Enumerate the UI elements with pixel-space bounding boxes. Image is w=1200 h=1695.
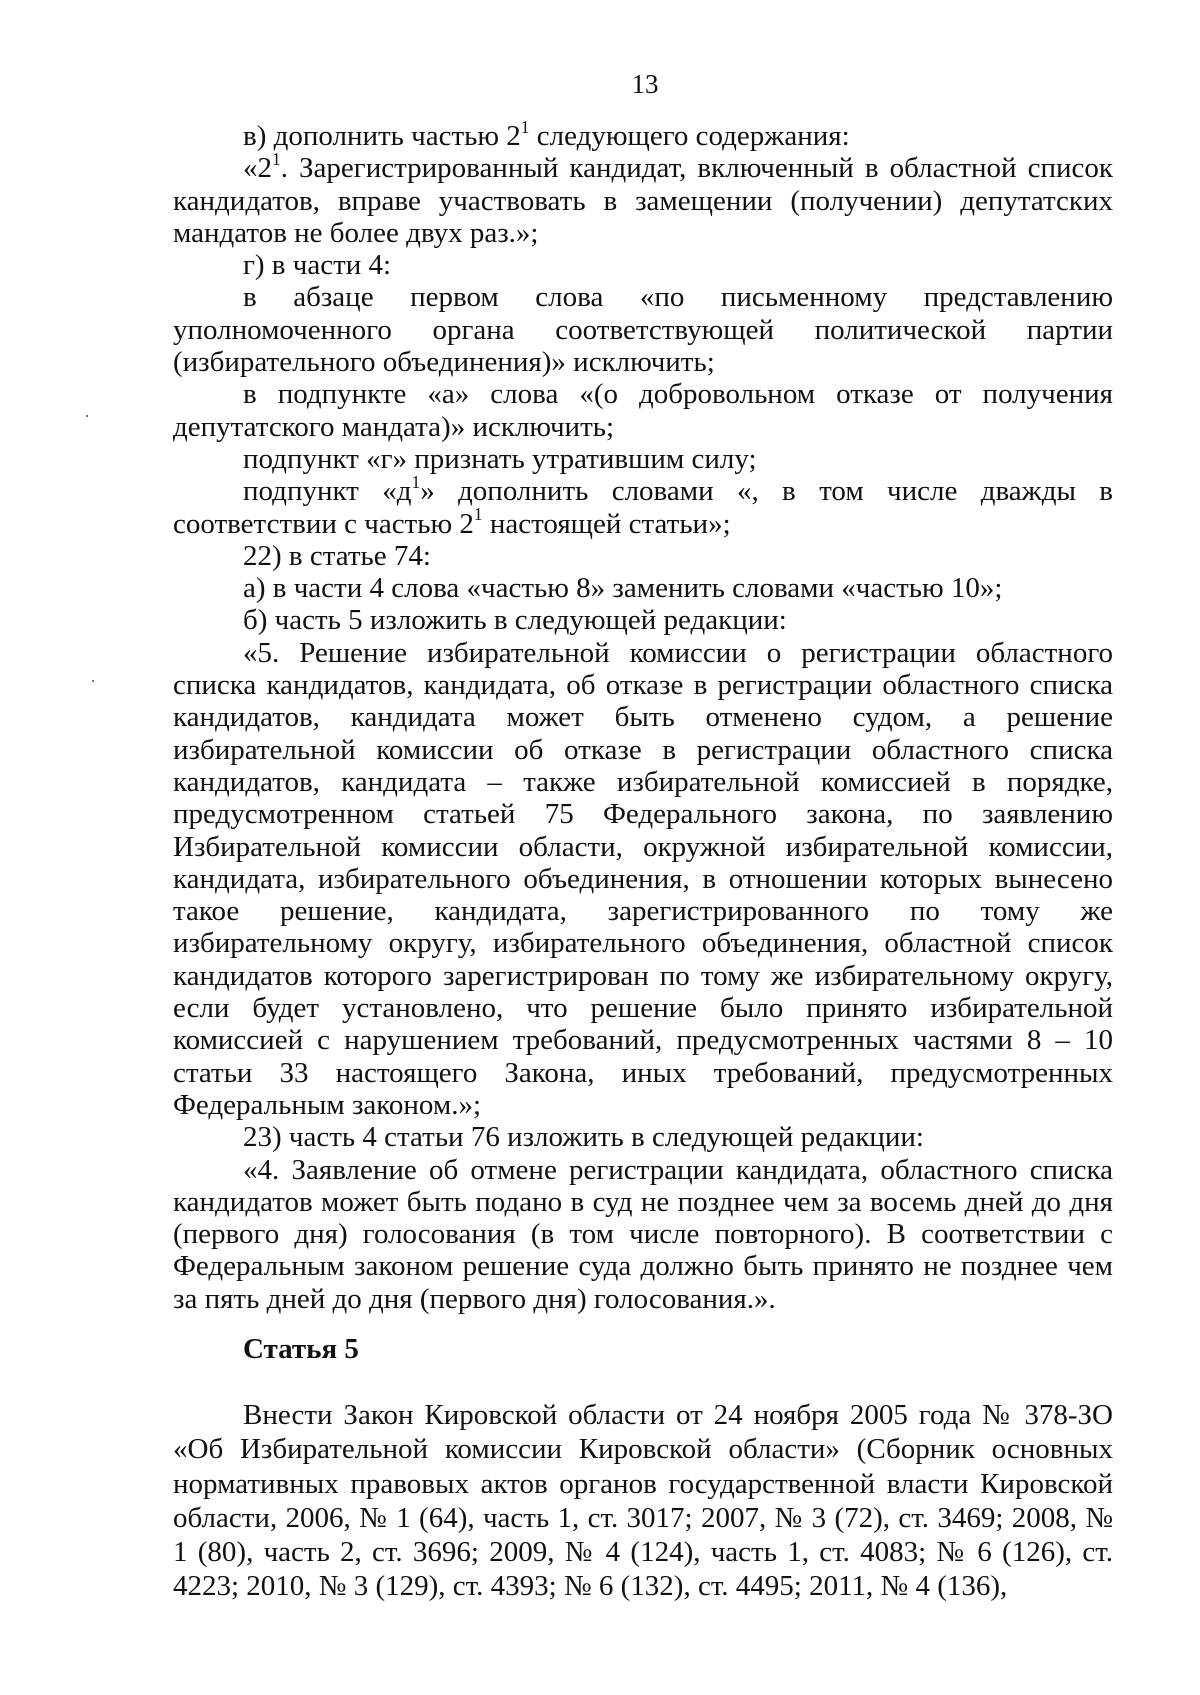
- paragraph: б) часть 5 изложить в следующей редакции:: [243, 604, 787, 637]
- document-body: [173, 116, 1113, 1315]
- scan-mark: [86, 415, 88, 417]
- paragraph: в абзаце первом слова «по письменному представлению уполномоченного органа соответствующей политической партии (избирательного объединения)» исключить;: [173, 281, 1113, 379]
- paragraph: «$2^1$. Зарегистрированный кандидат, включенный в областной список кандидатов, вправе участвовать в замещении (получении) депутатских мандатов не более двух раз.»;: [173, 148, 1113, 249]
- paragraph: «5. Решение избирательной комиссии о регистрации областного списка кандидатов, кандидата, об отказе в регистрации областного списка кандидатов, кандидата может быть отменено судом, а решение избирательной комиссии об отказе в регистрации областного списка кандидатов, кандидата – также избирательной комиссией в порядке, предусмотренном статьей 75 Федерального закона, по заявлению Избирательной комиссии области, окружной избирательной комиссии, кандидата, избирательного объединения, в отношении которых вынесено такое решение, кандидата, зарегистрированного по тому же избирательному округу, избирательного объединения, областной список кандидатов которого зарегистрирован по тому же избирательному округу, если будет установлено, что решение было принято избирательной комиссией с нарушением требований, предусмотренных частями 8 – 10 статьи 33 настоящего Закона, иных требований, предусмотренных Федеральным законом.»;: [173, 636, 1113, 1121]
- paragraph: «4. Заявление об отмене регистрации кандидата, областного списка кандидатов может быть подано в суд не позднее чем за восемь дней до дня (первого дня) голосования (в том числе повторного). В соответствии с Федеральным законом решение суда должно быть принято не позднее чем за пять дней до дня (первого дня) голосования.».: [173, 1153, 1113, 1315]
- paragraph: подпункт «$д^1$» дополнить словами «, в том числе дважды в соответствии с частью $2^1$ настоящей статьи»;: [173, 471, 1113, 540]
- paragraph: в подпункте «а» слова «(о добровольном отказе от получения депутатского мандата)» исключить;: [173, 378, 1113, 443]
- paragraph: 22) в статье 74:: [243, 539, 431, 572]
- page-number: 13: [631, 69, 659, 99]
- article-heading: Статья 5: [243, 1333, 359, 1365]
- paragraph: г) в части 4:: [243, 249, 392, 282]
- paragraph: Внести Закон Кировской области от 24 ноября 2005 года № 378-ЗО «Об Избирательной комиссии Кировской области» (Сборник основных нормативных правовых актов органов государственной власти Кировской области, 2006, № 1 (64), часть 1, ст. 3017; 2007, № 3 (72), ст. 3469; 2008, № 1 (80), часть 2, ст. 3696; 2009, № 4 (124), часть 1, ст. 4083; № 6 (126), ст. 4223; 2010, № 3 (129), ст. 4393; № 6 (132), ст. 4495; 2011, № 4 (136),: [173, 1399, 1113, 1603]
- paragraph: подпункт «г» признать утратившим силу;: [243, 442, 757, 475]
- paragraph: а) в части 4 слова «частью 8» заменить словами «частью 10»;: [243, 572, 1003, 605]
- paragraph: 23) часть 4 статьи 76 изложить в следующей редакции:: [243, 1121, 924, 1154]
- document-body-continued: [173, 1398, 1113, 1604]
- paragraph: в) дополнить частью $2^1$ следующего содержания:: [243, 116, 850, 152]
- scan-mark: [92, 680, 94, 682]
